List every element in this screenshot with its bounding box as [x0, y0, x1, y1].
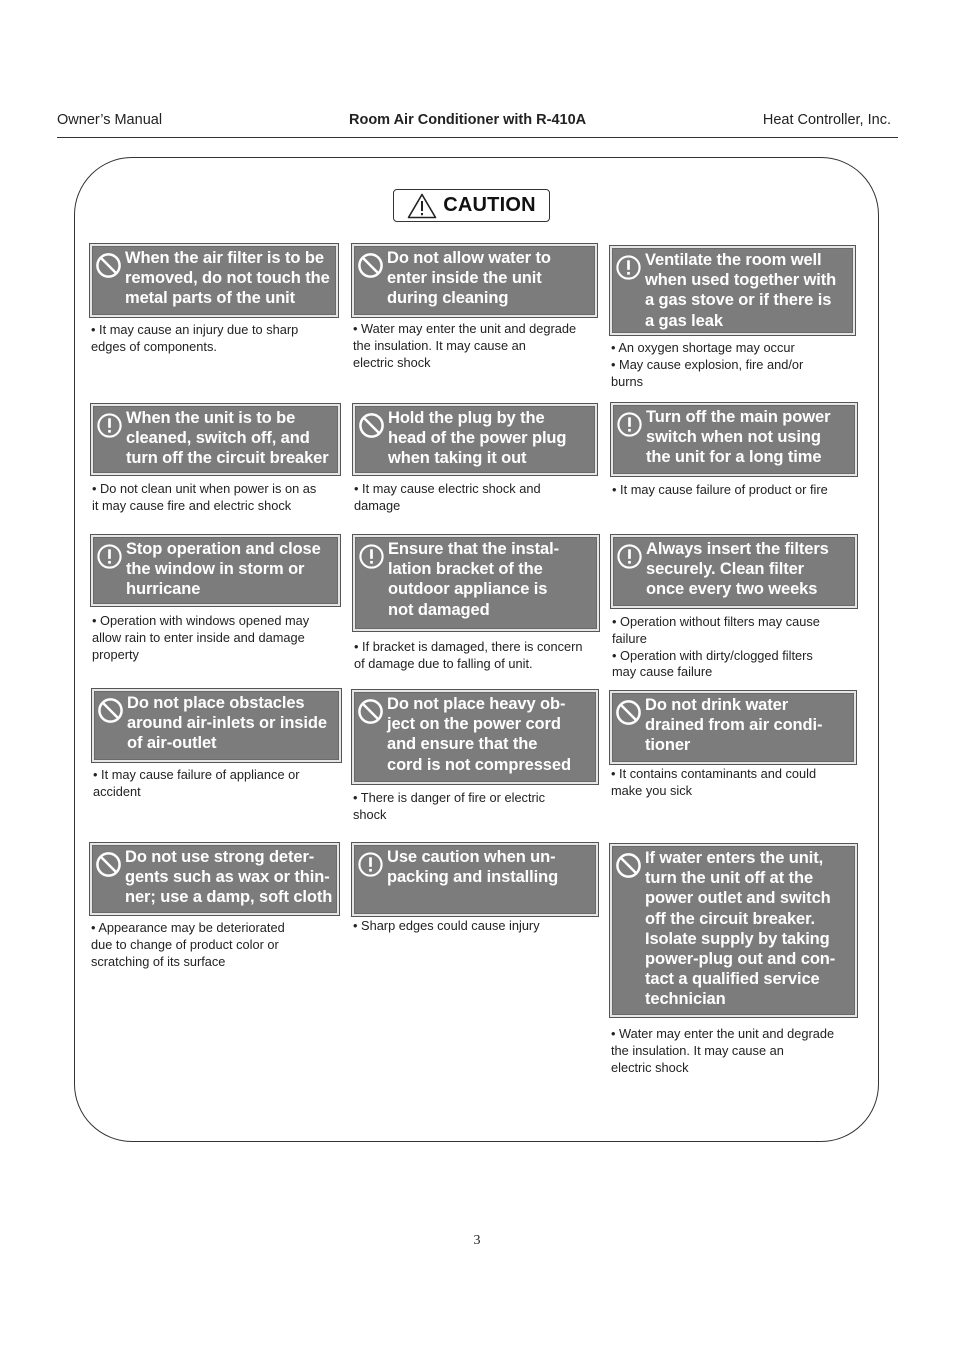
caution-item-title: Hold the plug by the head of the power plug when taking it out	[388, 409, 567, 468]
caution-item-title: Turn off the main power switch when not using the unit for a long time	[646, 408, 831, 467]
caution-item-box	[90, 534, 341, 607]
caution-item-box	[352, 534, 600, 632]
exclamation-icon	[96, 543, 123, 570]
caution-item-box	[609, 245, 856, 336]
header-rule	[57, 137, 898, 138]
exclamation-icon	[357, 851, 384, 878]
exclamation-icon	[358, 543, 385, 570]
caution-item-box	[609, 690, 857, 765]
exclamation-icon	[616, 543, 643, 570]
caution-item-title: Use caution when un- packing and installing	[387, 848, 559, 887]
caution-item-box	[610, 534, 858, 609]
exclamation-icon	[616, 411, 643, 438]
caution-banner	[393, 189, 550, 222]
caution-item-box	[90, 403, 341, 476]
prohibition-icon	[357, 698, 384, 725]
caution-item-bullets: • It may cause failure of appliance or accident	[93, 767, 300, 799]
caution-item-bullets: • It contains contaminants and could make you sick	[611, 766, 817, 798]
caution-item-bullets: • An oxygen shortage may occur • May cause explosion, fire and/or burns	[611, 340, 804, 389]
prohibition-icon	[615, 852, 642, 879]
warning-triangle-icon	[407, 193, 437, 219]
caution-item-bullets: • Operation with windows opened may allow rain to enter inside and damage property	[92, 613, 310, 662]
caution-item-box	[351, 842, 599, 917]
prohibition-icon	[358, 412, 385, 439]
caution-item-bullets: • Water may enter the unit and degrade the insulation. It may cause an electric shock	[611, 1026, 835, 1075]
caution-item-box	[610, 402, 858, 477]
page-number: 3	[473, 1233, 481, 1248]
exclamation-icon	[96, 412, 123, 439]
caution-item-title: If water enters the unit, turn the unit off at the power outlet and switch off the circuit breaker. Isolate supply by taking power-plug out and con- tact a qualified service technician	[645, 849, 836, 1009]
caution-item-box	[89, 243, 339, 318]
caution-item-title: Do not place heavy ob- ject on the power cord and ensure that the cord is not compressed	[387, 695, 571, 774]
caution-item-title: Always insert the filters securely. Clean filter once every two weeks	[646, 540, 829, 599]
caution-item-box	[351, 243, 598, 318]
caution-item-bullets: • Appearance may be deteriorated due to change of product color or scratching of its surface	[91, 920, 285, 969]
exclamation-icon	[615, 254, 642, 281]
prohibition-icon	[357, 252, 384, 279]
caution-item-title: Do not use strong deter- gents such as wax or thin- ner; use a damp, soft cloth	[125, 848, 333, 907]
caution-item-box	[351, 689, 599, 785]
prohibition-icon	[95, 851, 122, 878]
header-product-title: Room Air Conditioner with R-410A	[349, 112, 587, 128]
caution-item-bullets: • Water may enter the unit and degrade the insulation. It may cause an electric shock	[353, 321, 577, 370]
caution-item-title: Do not drink water drained from air condi- tioner	[645, 696, 823, 755]
caution-item-title: When the unit is to be cleaned, switch off, and turn off the circuit breaker	[126, 409, 329, 468]
prohibition-icon	[97, 697, 124, 724]
caution-item-bullets: • Operation without filters may cause failure • Operation with dirty/clogged filters may cause failure	[612, 614, 820, 680]
caution-item-bullets: • It may cause electric shock and damage	[354, 481, 541, 513]
caution-item-title: Stop operation and close the window in storm or hurricane	[126, 540, 321, 599]
caution-item-title: Ventilate the room well when used together with a gas stove or if there is a gas leak	[645, 251, 837, 330]
caution-item-bullets: • It may cause an injury due to sharp edges of components.	[91, 322, 299, 354]
header-company: Heat Controller, Inc.	[762, 112, 891, 128]
caution-item-box	[89, 842, 340, 916]
header-manual-title: Owner’s Manual	[57, 112, 163, 128]
caution-label: CAUTION	[443, 194, 536, 216]
caution-item-box	[352, 403, 598, 476]
caution-item-box	[91, 688, 342, 763]
caution-item-bullets: • If bracket is damaged, there is concern of damage due to falling of unit.	[354, 639, 583, 671]
caution-item-bullets: • Do not clean unit when power is on as it may cause fire and electric shock	[92, 481, 317, 513]
caution-item-bullets: • It may cause failure of product or fire	[612, 482, 828, 497]
caution-item-title: When the air filter is to be removed, do not touch the metal parts of the unit	[125, 249, 330, 308]
caution-item-title: Do not place obstacles around air-inlets or inside of air-outlet	[127, 694, 327, 753]
prohibition-icon	[615, 699, 642, 726]
caution-item-bullets: • There is danger of fire or electric shock	[353, 790, 546, 822]
prohibition-icon	[95, 252, 122, 279]
caution-item-box	[609, 843, 858, 1018]
caution-item-bullets: • Sharp edges could cause injury	[353, 918, 540, 933]
caution-item-title: Do not allow water to enter inside the unit during cleaning	[387, 249, 551, 308]
caution-item-title: Ensure that the instal- lation bracket of the outdoor appliance is not damaged	[388, 540, 559, 619]
